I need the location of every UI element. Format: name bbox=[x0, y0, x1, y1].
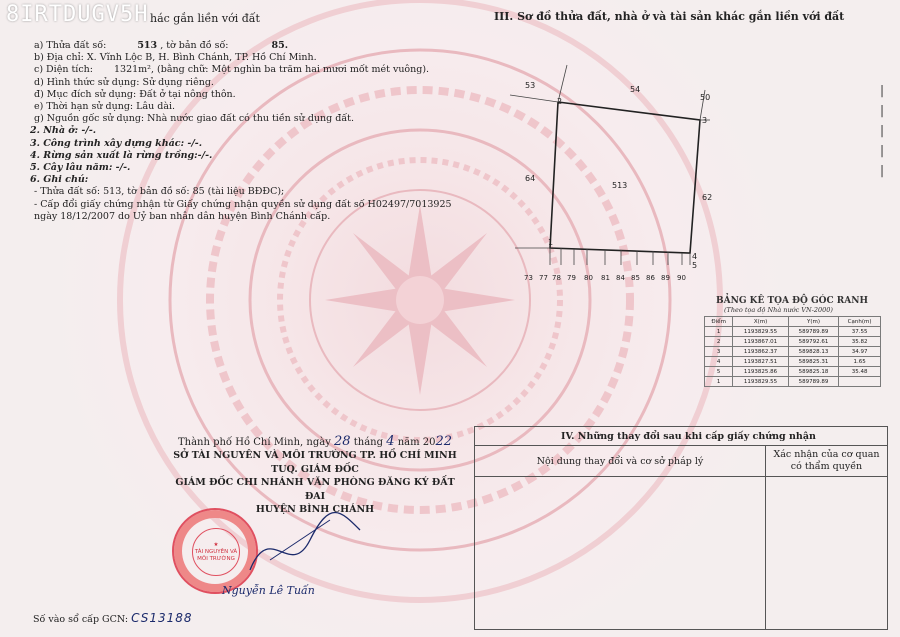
table-row: 2 1193867.01 589792.61 35.82 bbox=[705, 337, 881, 347]
land-info-section bbox=[30, 40, 470, 223]
area-row: c) Diện tích: 1321m², (bằng chữ: Một nghìn ba trăm hai mươi mốt mét vuông). bbox=[34, 64, 430, 76]
director-line: GIÁM ĐỐC CHI NHÁNH VĂN PHÒNG ĐĂNG KÝ ĐẤT ĐAI bbox=[175, 477, 455, 502]
gcn-registry: Số vào sổ cấp GCN: CS13188 bbox=[33, 611, 193, 625]
coord-table-title: BẢNG KÊ TỌA ĐỘ GÓC RANH bbox=[716, 296, 868, 306]
bottom-num: 81 bbox=[601, 274, 610, 282]
neighbor-62: 62 bbox=[702, 193, 713, 202]
corner-1: 1 bbox=[548, 238, 554, 247]
corner-5: 5 bbox=[692, 261, 698, 270]
parcel-number: 513 bbox=[137, 40, 158, 51]
neighbor-64: 64 bbox=[525, 174, 536, 183]
parcel-label: 513 bbox=[612, 181, 628, 190]
edge-marks: | | | | | bbox=[880, 83, 885, 177]
note-2: - Cấp đổi giấy chứng nhận từ Giấy chứng nhận quyền sử dụng đất số H02497/7013925 bbox=[34, 198, 452, 210]
bottom-num: 80 bbox=[584, 274, 593, 282]
address-row: b) Địa chỉ: X. Vĩnh Lộc B, H. Bình Chánh, TP. Hồ Chí Minh. bbox=[34, 52, 317, 64]
issue-date: Thành phố Hồ Chí Minh, ngày 28 tháng 4 năm 2022 bbox=[177, 434, 453, 449]
bottom-num: 85 bbox=[631, 274, 640, 282]
agency-line: SỞ TÀI NGUYÊN VÀ MÔI TRƯỜNG TP. HỒ CHÍ MINH bbox=[173, 450, 457, 461]
corner-4: 4 bbox=[692, 252, 698, 261]
table-row: 1 1193829.55 589789.89 bbox=[705, 377, 881, 387]
watermark-code: 8IRTDUGV5H bbox=[6, 2, 149, 27]
signer-name: Nguyễn Lê Tuấn bbox=[222, 584, 315, 597]
parcel-row: a) Thửa đất số: 513 , tờ bản đồ số: 85. bbox=[34, 40, 289, 51]
corner-2: 2 bbox=[557, 97, 563, 106]
signature-scribble bbox=[230, 500, 370, 590]
bottom-num: 73 bbox=[524, 274, 533, 282]
changes-table bbox=[474, 426, 888, 630]
bottom-num: 84 bbox=[616, 274, 625, 282]
bottom-num: 78 bbox=[552, 274, 561, 282]
seal-text: ★ TÀI NGUYÊN VÀ MÔI TRƯỜNG bbox=[192, 528, 240, 576]
bottom-num: 90 bbox=[677, 274, 686, 282]
bottom-num: 79 bbox=[567, 274, 576, 282]
parcel-diagram bbox=[505, 60, 715, 290]
corner-3: 3 bbox=[702, 116, 708, 125]
neighbor-53: 53 bbox=[525, 81, 536, 90]
table-row: 4 1193827.51 589825.31 1.65 bbox=[705, 357, 881, 367]
bottom-num: 89 bbox=[661, 274, 670, 282]
changes-body-row bbox=[475, 477, 888, 630]
bottom-num: 86 bbox=[646, 274, 655, 282]
table-row: 1 1193829.55 589789.89 37.55 bbox=[705, 327, 881, 337]
term-row: e) Thời hạn sử dụng: Lâu dài. bbox=[34, 101, 176, 113]
notes-title: 6. Ghi chú: bbox=[30, 174, 89, 186]
perennial-row: 5. Cây lâu năm: -/-. bbox=[30, 162, 131, 174]
neighbor-54: 54 bbox=[630, 85, 641, 94]
table-row: 5 1193825.86 589825.18 35.48 bbox=[705, 367, 881, 377]
origin-row: g) Nguồn gốc sử dụng: Nhà nước giao đất có thu tiền sử dụng đất. bbox=[34, 113, 354, 125]
coord-table-subtitle: (Theo tọa độ Nhà nước VN-2000) bbox=[724, 306, 833, 314]
coord-table bbox=[704, 316, 881, 387]
table-row: 3 1193862.37 589828.13 34.97 bbox=[705, 347, 881, 357]
purpose-row: đ) Mục đích sử dụng: Đất ở tại nông thôn. bbox=[34, 88, 236, 100]
note-3: ngày 18/12/2007 do Uỷ ban nhân dân huyện Bình Chánh cấp. bbox=[34, 210, 331, 222]
changes-title: IV. Những thay đổi sau khi cấp giấy chứng nhận bbox=[475, 427, 888, 446]
construction-row: 3. Công trình xây dựng khác: -/-. bbox=[30, 137, 203, 149]
section-title-diagram: III. Sơ đồ thửa đất, nhà ở và tài sản khác gắn liền với đất bbox=[494, 10, 845, 23]
use-form-row: d) Hình thức sử dụng: Sử dụng riêng. bbox=[34, 76, 214, 88]
district-line: HUYỆN BÌNH CHÁNH bbox=[255, 504, 375, 515]
changes-col-confirm: Xác nhận của cơ quan có thẩm quyền bbox=[766, 446, 888, 477]
note-1: - Thửa đất số: 513, tờ bản đồ số: 85 (tài liệu BĐĐC); bbox=[34, 186, 285, 198]
forest-row: 4. Rừng sản xuất là rừng trồng:-/-. bbox=[30, 149, 213, 161]
authority-line: TUQ. GIÁM ĐỐC bbox=[271, 463, 359, 475]
gcn-number: CS13188 bbox=[131, 611, 193, 625]
house-row: 2. Nhà ở: -/-. bbox=[30, 125, 97, 137]
section-title-left: hác gắn liền với đất bbox=[150, 12, 260, 25]
neighbor-50: 50 bbox=[700, 93, 711, 102]
map-number: 85. bbox=[271, 40, 289, 51]
coord-header-row: Điểm X(m) Y(m) Cạnh(m) bbox=[705, 317, 881, 327]
bottom-num: 77 bbox=[539, 274, 548, 282]
changes-col-content: Nội dung thay đổi và cơ sở pháp lý bbox=[475, 446, 766, 477]
